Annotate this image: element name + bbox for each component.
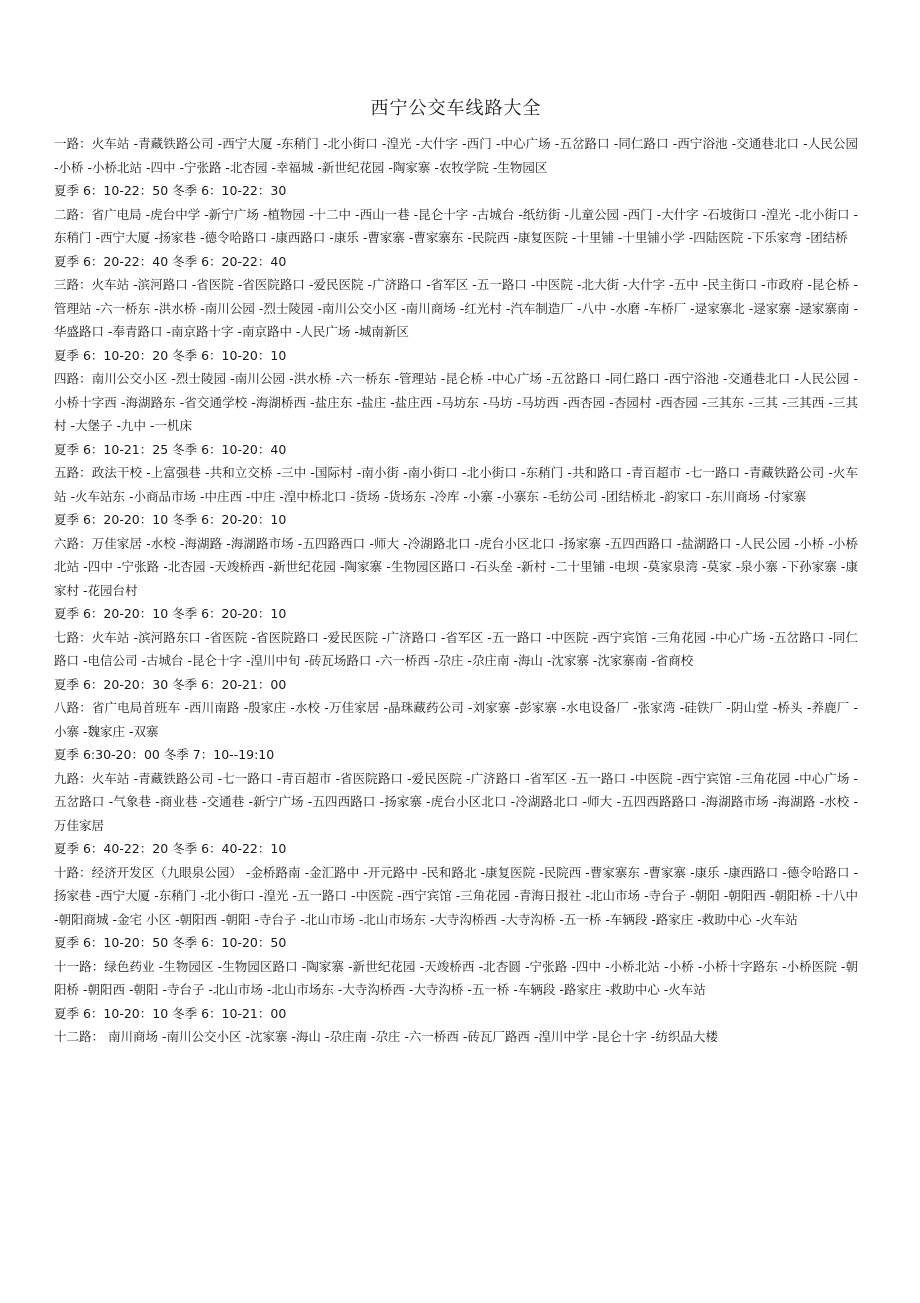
- route-stops: 六路：万佳家居 -水校 -海湖路 -海湖路市场 -五四路西口 -师大 -冷湖路北口 -虎台小区北口 -扬家寨 -五四西路口 -盐湖路口 -人民公园 -小桥 -小桥北站 -四中 -宁张路 -北杏园 -天竣桥西 -新世纪花园 -陶家寨 -生物园区路口 -石头垒 -新村 -二十里铺 -电坝 -莫家泉湾 -莫家 -泉小寨 -下孙家寨 -康家村 -花园台村: [54, 535, 858, 598]
- route-schedule: 夏季 6：40-22：20 冬季 6：40-22：10: [54, 841, 287, 856]
- route-schedule: 夏季 6：10-20：10 冬季 6：10-21：00: [54, 1005, 287, 1021]
- route-schedule: 夏季 6：20-20：30 冬季 6：20-21：00: [54, 676, 287, 692]
- route-9: [54, 767, 858, 861]
- route-6: [54, 532, 858, 626]
- route-stops: 一路：火车站 -青藏铁路公司 -西宁大厦 -东稍门 -北小街口 -湟光 -大什字 -西门 -中心广场 -五岔路口 -同仁路口 -西宁浴池 -交通巷北口 -人民公园 -小桥 -小桥北站 -四中 -宁张路 -北杏园 -幸福城 -新世纪花园 -陶家寨 -农牧学院 -生物园区: [54, 136, 858, 175]
- route-10: [54, 861, 858, 955]
- route-stops: 二路：省广电局 -虎台中学 -新宁广场 -植物园 -十二中 -西山一巷 -昆仑十字 -古城台 -纸纺街 -儿童公园 -西门 -大什字 -石坡街口 -湟光 -北小街口 -东稍门 -西宁大厦 -扬家巷 -德令哈路口 -康西路口 -康乐 -曹家寨 -曹家寨东 -民院西 -康复医院 -十里铺 -十里铺小学 -四陆医院 -下乐家弯 -团结桥: [54, 206, 858, 245]
- route-schedule: 夏季 6：10-20：20 冬季 6：10-20：10: [54, 347, 287, 363]
- route-schedule: 夏季 6：20-20：10 冬季 6：20-20：10: [54, 512, 287, 527]
- route-5: [54, 461, 858, 532]
- route-11: [54, 955, 858, 1026]
- route-schedule: 夏季 6：10-22：50 冬季 6：10-22：30: [54, 183, 287, 198]
- route-4: [54, 367, 858, 461]
- route-stops: 十路：经济开发区（九眼泉公园） -金桥路南 -金汇路中 -开元路中 -民和路北 -康复医院 -民院西 -曹家寨东 -曹家寨 -康乐 -康西路口 -德令哈路口 -扬家巷 -西宁大厦 -东稍门 -北小街口 -湟光 -五一路口 -中医院 -西宁宾馆 -三角花园 -青海日报社 -北山市场 -寺台子 -朝阳 -朝阳西 -朝阳桥 -十八中 -朝阳商城 -金宅 小区 -朝阳西 -朝阳 -寺台子 -北山市场 -北山市场东 -大寺沟桥西 -大寺沟桥 -五一桥 -车辆段 -路家庄 -救助中心 -火车站: [54, 864, 858, 927]
- route-stops: 四路：南川公交小区 -烈士陵园 -南川公园 -洪水桥 -六一桥东 -管理站 -昆仑桥 -中心广场 -五岔路口 -同仁路口 -西宁浴池 -交通巷北口 -人民公园 -小桥十字西 -海湖路东 -省交通学校 -海湖桥西 -盐庄东 -盐庄 -盐庄西 -马坊东 -马坊 -马坊西 -西杏园 -杏园村 -西杏园 -三其东 -三其 -三其西 -三其村 -大堡子 -九中 -一机床: [54, 371, 858, 433]
- route-schedule: 夏季 6：10-20：50 冬季 6：10-20：50: [54, 935, 287, 950]
- route-schedule: 夏季 6：20-22：40 冬季 6：20-22：40: [54, 253, 287, 269]
- route-stops: 八路：省广电局首班车 -西川南路 -殷家庄 -水校 -万佳家居 -晶珠藏药公司 -刘家寨 -彭家寨 -水电设备厂 -张家湾 -硅铁厂 -阴山堂 -桥头 -养鹿厂 -小寨 -魏家庄 -双寨: [54, 700, 858, 739]
- route-3: [54, 273, 858, 367]
- route-schedule: 夏季 6：20-20：10 冬季 6：20-20：10: [54, 606, 287, 621]
- route-12: [54, 1025, 858, 1049]
- route-stops: 十二路： 南川商场 -南川公交小区 -沈家寨 -海山 -尕庄南 -尕庄 -六一桥西 -砖瓦厂路西 -湟川中学 -昆仑十字 -纺织品大楼: [54, 1029, 718, 1044]
- route-1: [54, 132, 858, 203]
- route-stops: 九路：火车站 -青藏铁路公司 -七一路口 -青百超市 -省医院路口 -爱民医院 -广济路口 -省军区 -五一路口 -中医院 -西宁宾馆 -三角花园 -中心广场 -五岔路口 -气象巷 -商业巷 -交通巷 -新宁广场 -五四西路口 -扬家寨 -虎台小区北口 -冷湖路北口 -师大 -五四西路路口 -海湖路市场 -海湖路 -水校 -万佳家居: [54, 770, 858, 833]
- route-7: [54, 626, 858, 697]
- document-page: [54, 96, 858, 1049]
- document-title: 西宁公交车线路大全: [370, 98, 542, 119]
- route-stops: 三路：火车站 -滨河路口 -省医院 -省医院路口 -爱民医院 -广济路口 -省军区 -五一路口 -中医院 -北大街 -大什字 -五中 -民主街口 -市政府 -昆仑桥 -管理站 -六一桥东 -洪水桥 -南川公园 -烈士陵园 -南川公交小区 -南川商场 -红光村 -汽车制造厂 -八中 -水磨 -车桥厂 -逯家寨北 -逯家寨 -逯家寨南 -华盛路口 -奉青路口 -南京路十字 -南京路中 -人民广场 -城南新区: [54, 277, 858, 339]
- route-2: [54, 203, 858, 274]
- route-stops: 五路：政法干校 -上富强巷 -共和立交桥 -三中 -国际村 -南小街 -南小街口 -北小街口 -东稍门 -共和路口 -青百超市 -七一路口 -青藏铁路公司 -火车站 -火车站东 -小商品市场 -中庄西 -中庄 -湟中桥北口 -货场 -货场东 -冷库 -小寨 -小寨东 -毛纺公司 -团结桥北 -韵家口 -东川商场 -付家寨: [54, 465, 858, 504]
- route-8: [54, 696, 858, 767]
- route-stops: 七路：火车站 -滨河路东口 -省医院 -省医院路口 -爱民医院 -广济路口 -省军区 -五一路口 -中医院 -西宁宾馆 -三角花园 -中心广场 -五岔路口 -同仁路口 -电信公司 -古城台 -昆仑十字 -湟川中旬 -砖瓦场路口 -六一桥西 -尕庄 -尕庄南 -海山 -沈家寨 -沈家寨南 -省商校: [54, 629, 858, 668]
- route-schedule: 夏季 6：10-21：25 冬季 6：10-20：40: [54, 441, 287, 457]
- route-schedule: 夏季 6:30-20：00 冬季 7：10--19:10: [54, 747, 275, 762]
- route-stops: 十一路：绿色药业 -生物园区 -生物园区路口 -陶家寨 -新世纪花园 -天竣桥西 -北杏圆 -宁张路 -四中 -小桥北站 -小桥 -小桥十字路东 -小桥医院 -朝阳桥 -朝阳西 -朝阳 -寺台子 -北山市场 -北山市场东 -大寺沟桥西 -大寺沟桥 -五一桥 -车辆段 -路家庄 -救助中心 -火车站: [54, 958, 858, 997]
